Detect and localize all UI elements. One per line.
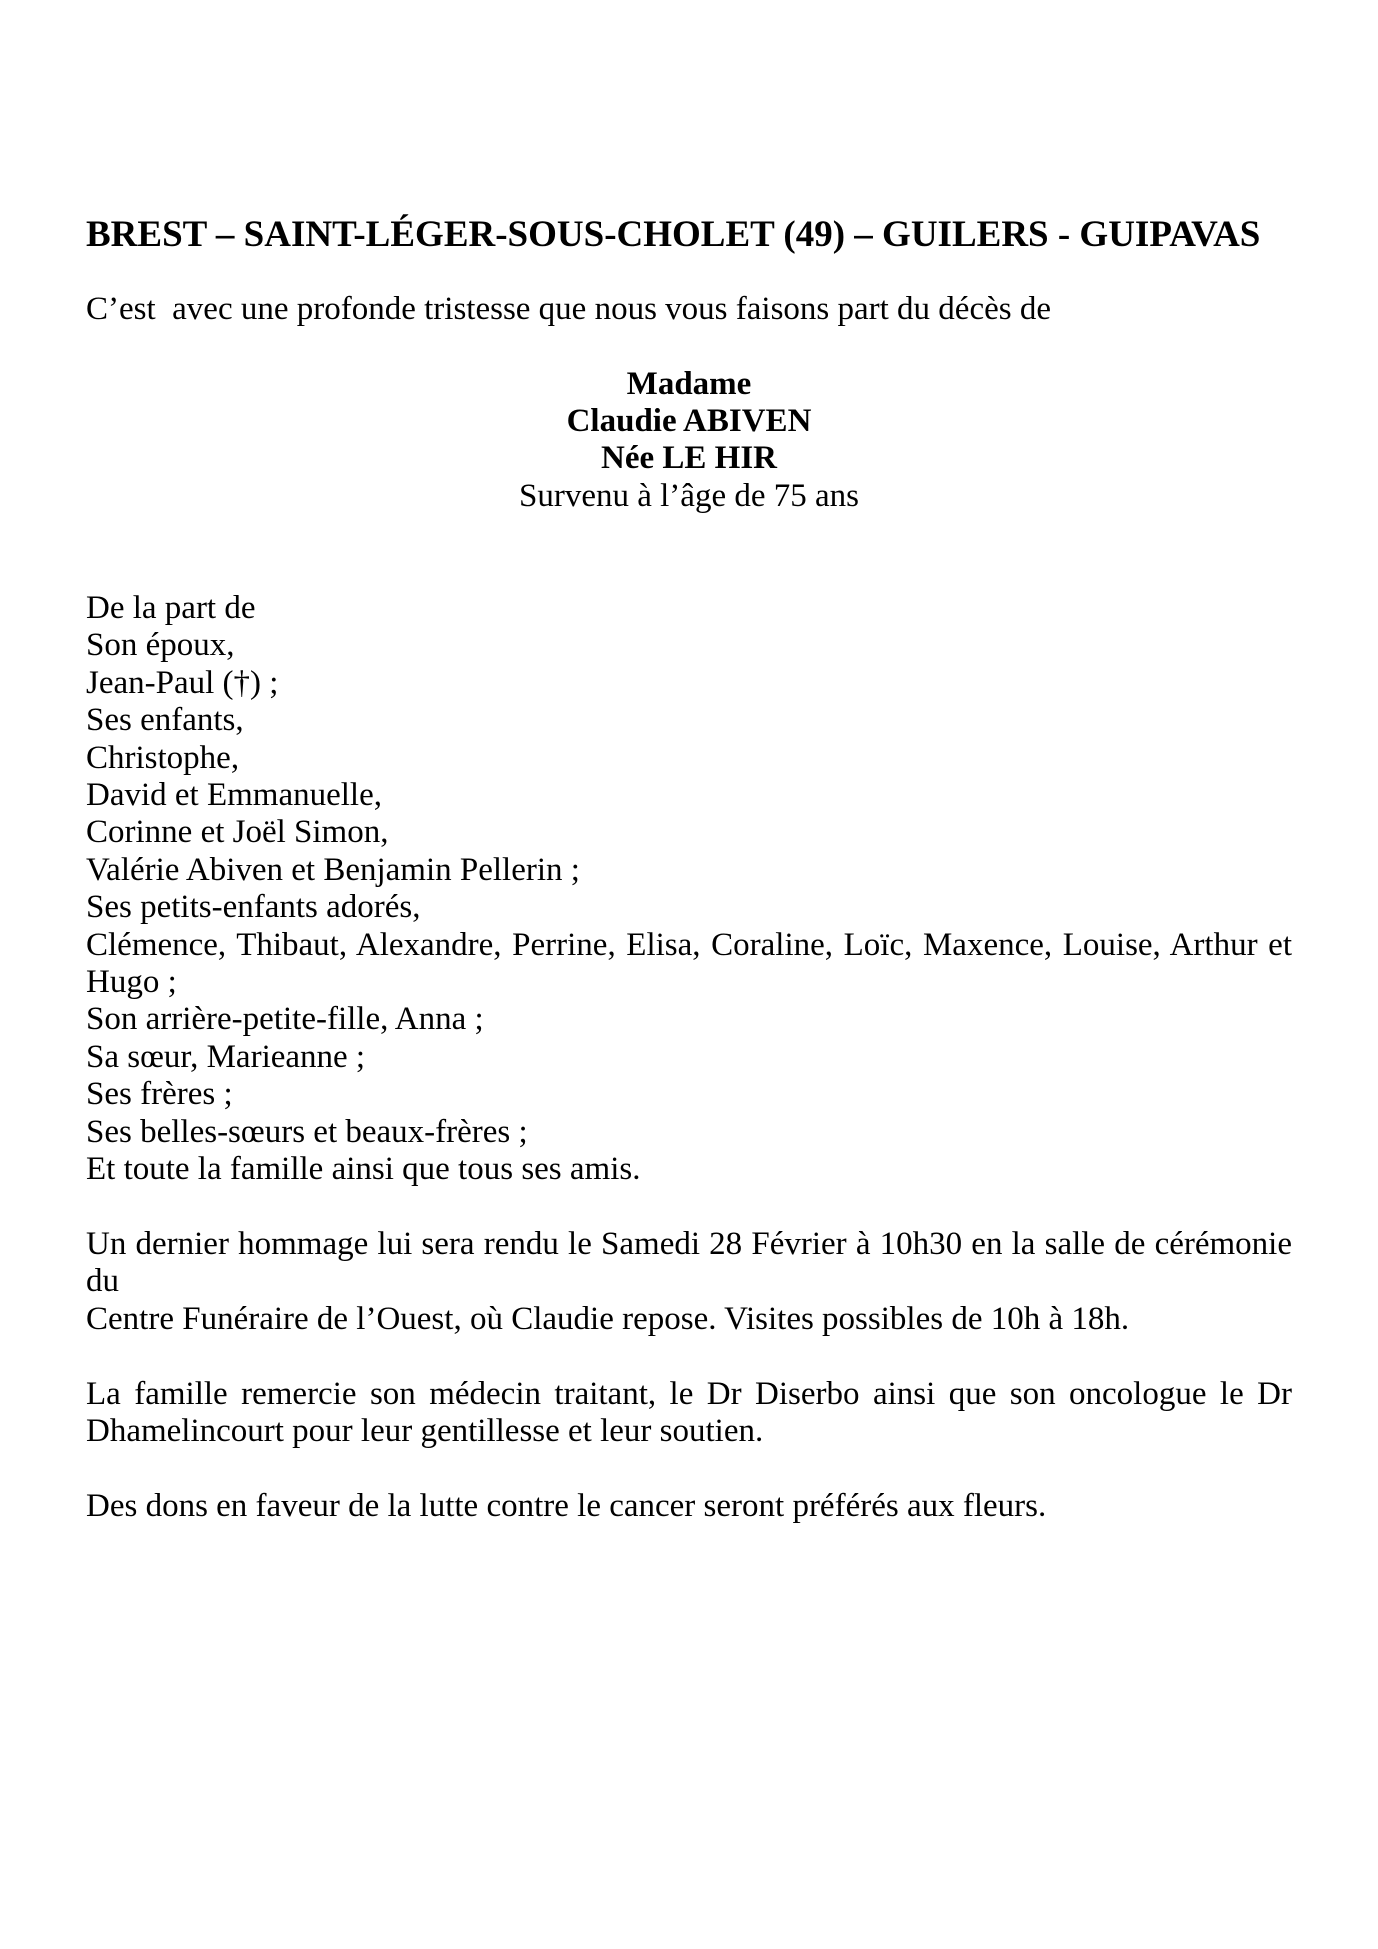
family-line: Ses belles-sœurs et beaux-frères ; bbox=[86, 1113, 528, 1150]
deceased-block bbox=[86, 366, 1292, 516]
thanks-line: Dhamelincourt pour leur gentillesse et leur soutien. bbox=[86, 1412, 764, 1449]
family-line: Valérie Abiven et Benjamin Pellerin ; bbox=[86, 851, 580, 888]
thanks-paragraph bbox=[86, 1376, 1292, 1451]
thanks-line: La famille remercie son médecin traitant, le Dr Diserbo ainsi que son oncologue le Dr bbox=[86, 1375, 1292, 1412]
family-line: Clémence, Thibaut, Alexandre, Perrine, Elisa, Coraline, Loïc, Maxence, Louise, Arthur et bbox=[86, 926, 1292, 963]
maiden-name-line: Née LE HIR bbox=[601, 440, 777, 477]
ceremony-line: Centre Funéraire de l’Ouest, où Claudie repose. Visites possibles de 10h à 18h. bbox=[86, 1300, 1130, 1337]
salutation-line: Madame bbox=[626, 365, 752, 402]
ceremony-line: Un dernier hommage lui sera rendu le Samedi 28 Février à 10h30 en la salle de cérémonie du bbox=[86, 1225, 1292, 1300]
family-line: Son époux, bbox=[86, 627, 235, 664]
ceremony-paragraph bbox=[86, 1226, 1292, 1338]
family-line: Et toute la famille ainsi que tous ses amis. bbox=[86, 1151, 641, 1188]
family-line: Jean-Paul (†) ; bbox=[86, 664, 279, 701]
family-list bbox=[86, 590, 1292, 1189]
deceased-name: Claudie ABIVEN bbox=[566, 403, 812, 439]
family-line: Son arrière-petite-fille, Anna ; bbox=[86, 1001, 484, 1038]
family-line: Christophe, bbox=[86, 739, 240, 776]
family-line: Corinne et Joël Simon, bbox=[86, 814, 389, 851]
family-line: Hugo ; bbox=[86, 964, 177, 1001]
intro-line: C’est avec une profonde tristesse que nous vous faisons part du décès de bbox=[86, 290, 1051, 327]
age-line: Survenu à l’âge de 75 ans bbox=[519, 477, 859, 514]
donations-line: Des dons en faveur de la lutte contre le cancer seront préférés aux fleurs. bbox=[86, 1487, 1047, 1524]
family-line: David et Emmanuelle, bbox=[86, 777, 382, 814]
family-line: De la part de bbox=[86, 590, 256, 627]
family-line: Ses frères ; bbox=[86, 1076, 233, 1113]
family-line: Ses enfants, bbox=[86, 702, 244, 739]
family-line: Ses petits-enfants adorés, bbox=[86, 889, 421, 926]
document-title: BREST – SAINT-LÉGER-SOUS-CHOLET (49) – GUILERS - GUIPAVAS bbox=[86, 214, 1261, 255]
family-line: Sa sœur, Marieanne ; bbox=[86, 1038, 366, 1075]
donations-paragraph bbox=[86, 1488, 1292, 1525]
